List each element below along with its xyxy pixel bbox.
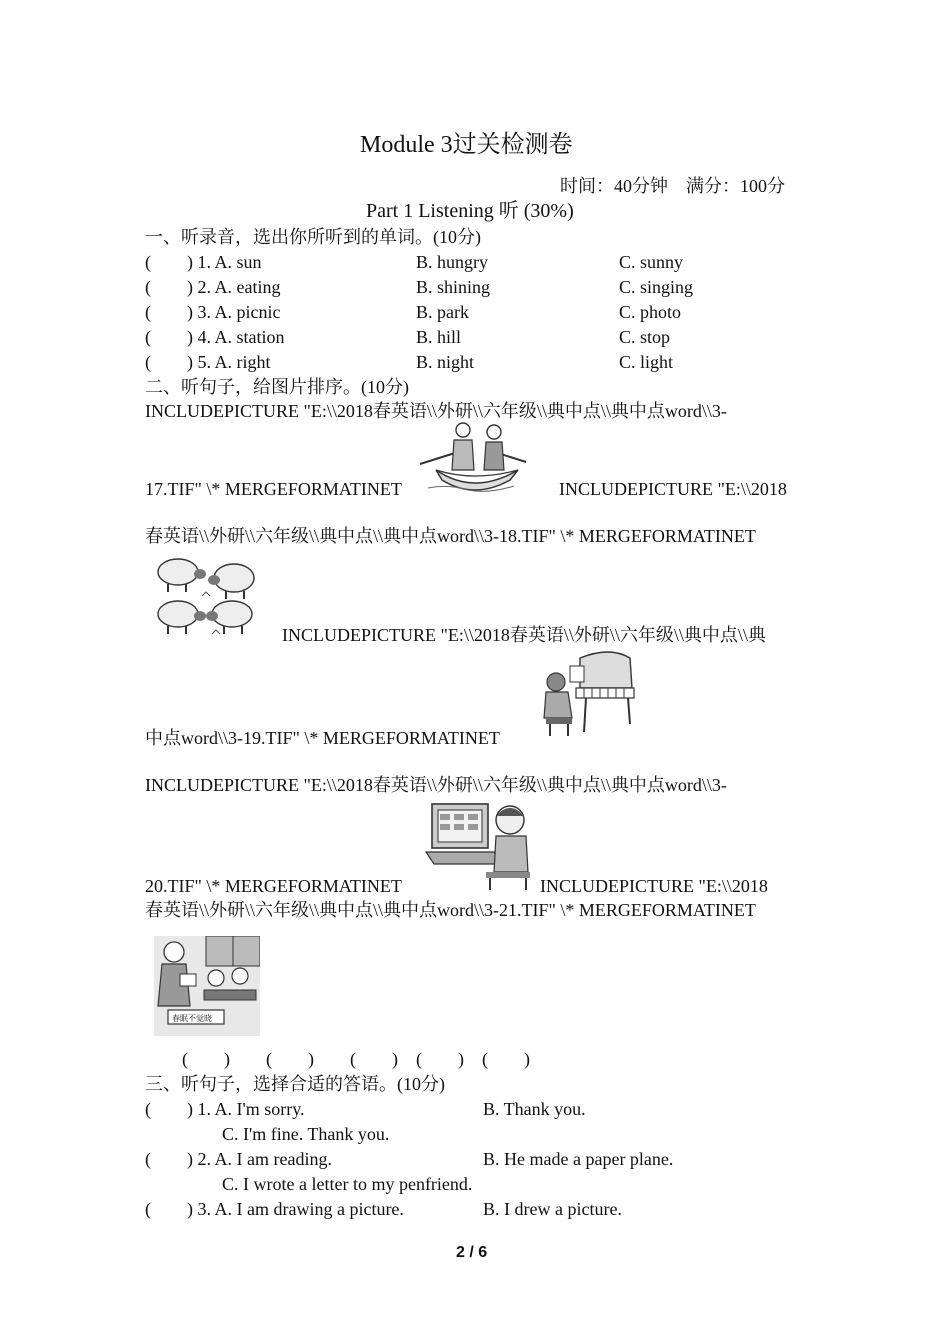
s3-question-1-a: ( ) 1. A. I'm sorry. bbox=[145, 1099, 305, 1119]
piano-picture bbox=[540, 648, 636, 740]
classroom-picture bbox=[154, 936, 260, 1036]
classroom-sign-text: 春眠不觉晓 bbox=[172, 1014, 212, 1023]
s3-question-2-b: B. He made a paper plane. bbox=[483, 1149, 674, 1169]
question-2-c: C. singing bbox=[619, 277, 694, 297]
field-code-line: 春英语\\外研\\六年级\\典中点\\典中点word\\3-21.TIF" \* MERGEFORMATINET bbox=[145, 900, 756, 920]
computer-picture bbox=[424, 800, 532, 892]
s3-question-2-a: ( ) 2. A. I am reading. bbox=[145, 1149, 332, 1169]
field-code-line: 20.TIF" \* MERGEFORMATINET bbox=[145, 876, 402, 896]
s3-question-1-c: C. I'm fine. Thank you. bbox=[222, 1124, 390, 1144]
question-5-c: C. light bbox=[619, 352, 674, 372]
s3-question-1-b: B. Thank you. bbox=[483, 1099, 586, 1119]
question-3-b: B. park bbox=[416, 302, 469, 322]
exam-meta: 时间：40分钟 满分：100分 bbox=[560, 176, 785, 196]
question-4-c: C. stop bbox=[619, 327, 671, 347]
question-3-a: ( ) 3. A. picnic bbox=[145, 302, 281, 322]
field-code-line: INCLUDEPICTURE "E:\\2018春英语\\外研\\六年级\\典中点\\典 bbox=[282, 625, 766, 645]
question-2-b: B. shining bbox=[416, 277, 491, 297]
part1-heading: Part 1 Listening 听 (30%) bbox=[366, 200, 574, 222]
section1-heading: 一、听录音，选出你所听到的单词。(10分) bbox=[145, 227, 481, 247]
field-code-line: 17.TIF" \* MERGEFORMATINET bbox=[145, 479, 402, 499]
field-code-line: INCLUDEPICTURE "E:\\2018春英语\\外研\\六年级\\典中点\\典中点word\\3- bbox=[145, 401, 727, 421]
boat-rowing-picture bbox=[418, 418, 530, 496]
question-1-a: ( ) 1. A. sun bbox=[145, 252, 262, 272]
ordering-answer-row: ( ) ( ) ( ) ( ) ( ) bbox=[182, 1049, 530, 1069]
question-1-c: C. sunny bbox=[619, 252, 684, 272]
section2-heading: 二、听句子，给图片排序。(10分) bbox=[145, 377, 409, 397]
question-4-b: B. hill bbox=[416, 327, 462, 347]
s3-question-2-c: C. I wrote a letter to my penfriend. bbox=[222, 1174, 473, 1194]
sheep-picture bbox=[152, 552, 260, 638]
field-code-line: 春英语\\外研\\六年级\\典中点\\典中点word\\3-18.TIF" \* MERGEFORMATINET bbox=[145, 526, 756, 546]
field-code-line: 中点word\\3-19.TIF" \* MERGEFORMATINET bbox=[145, 728, 500, 748]
s3-question-3-b: B. I drew a picture. bbox=[483, 1199, 622, 1219]
question-1-b: B. hungry bbox=[416, 252, 488, 272]
section3-heading: 三、听句子，选择合适的答语。(10分) bbox=[145, 1074, 445, 1094]
question-3-c: C. photo bbox=[619, 302, 682, 322]
field-code-line: INCLUDEPICTURE "E:\\2018 bbox=[559, 479, 787, 499]
question-5-b: B. night bbox=[416, 352, 475, 372]
field-code-line: INCLUDEPICTURE "E:\\2018 bbox=[540, 876, 768, 896]
field-code-line: INCLUDEPICTURE "E:\\2018春英语\\外研\\六年级\\典中点\\典中点word\\3- bbox=[145, 775, 727, 795]
question-2-a: ( ) 2. A. eating bbox=[145, 277, 281, 297]
question-4-a: ( ) 4. A. station bbox=[145, 327, 285, 347]
s3-question-3-a: ( ) 3. A. I am drawing a picture. bbox=[145, 1199, 404, 1219]
page-number: 2 / 6 bbox=[456, 1244, 488, 1261]
page-title: Module 3过关检测卷 bbox=[360, 132, 573, 158]
question-5-a: ( ) 5. A. right bbox=[145, 352, 271, 372]
